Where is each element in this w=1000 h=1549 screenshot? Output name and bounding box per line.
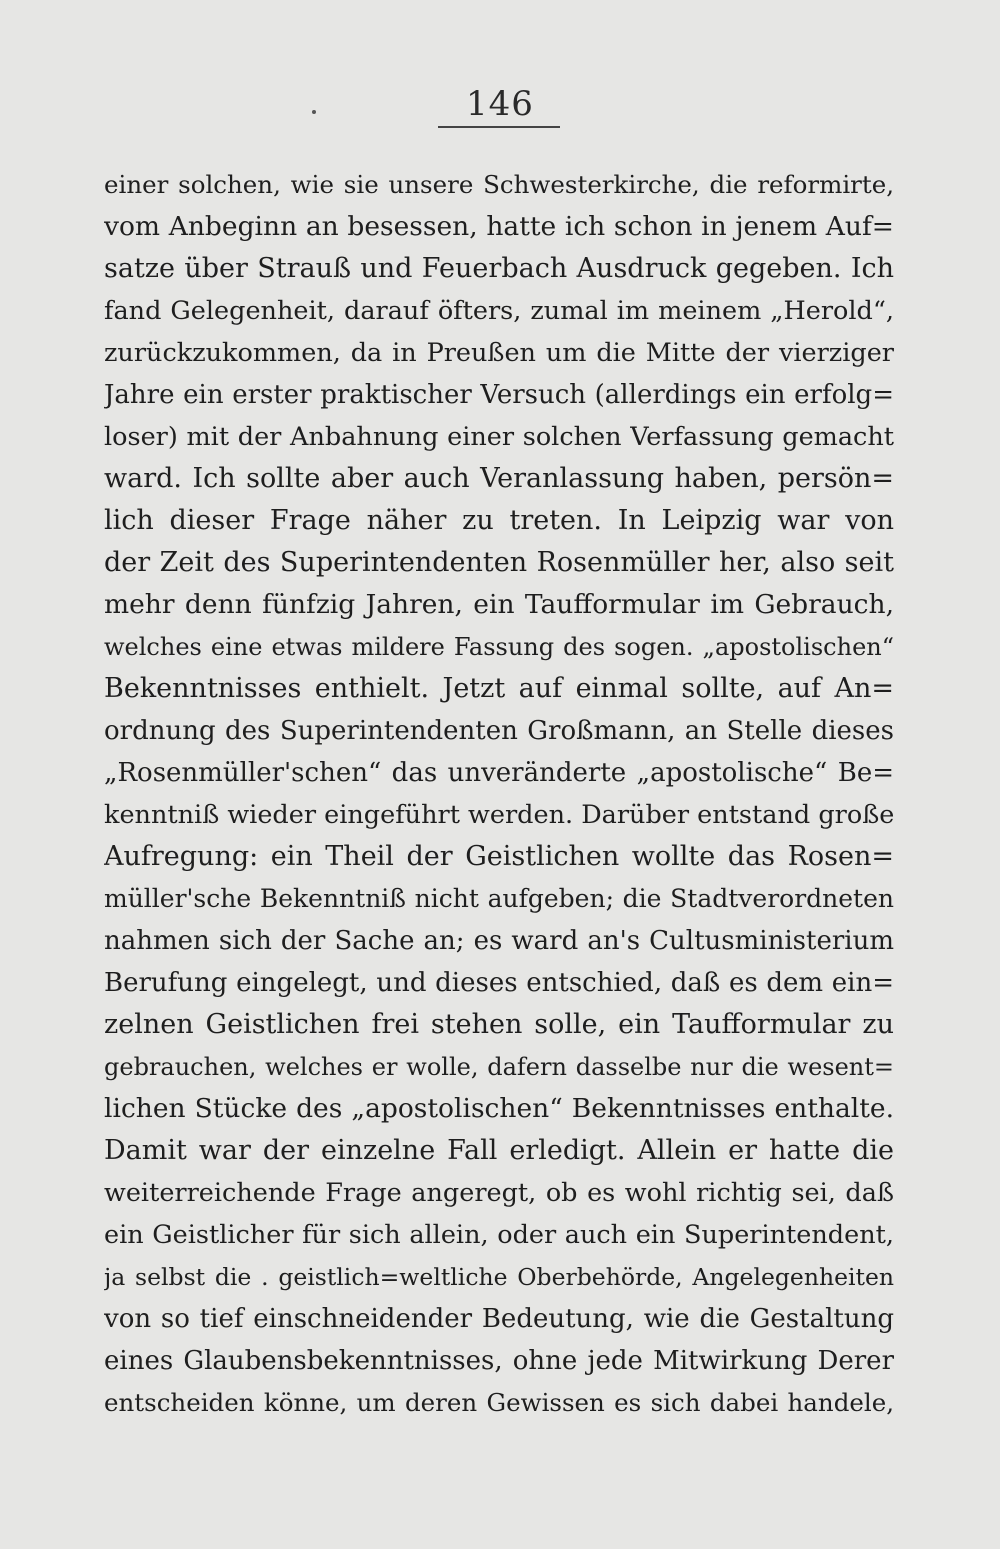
text-line: müller'sche Bekenntniß nicht aufgeben; die Stadtverordneten	[104, 884, 894, 913]
text-line: entscheiden könne, um deren Gewissen es sich dabei handele,	[104, 1388, 894, 1417]
text-line: eines Glaubensbekenntnisses, ohne jede Mitwirkung Derer	[104, 1346, 894, 1376]
text-line: von so tief einschneidender Bedeutung, wie die Gestaltung	[104, 1304, 894, 1334]
text-line: Aufregung: ein Theil der Geistlichen wollte das Rosen=	[104, 841, 894, 872]
body-text	[104, 164, 894, 1424]
text-line: kenntniß wieder eingeführt werden. Darüber entstand große	[104, 800, 894, 830]
text-line: der Zeit des Superintendenten Rosenmüller her, also seit	[104, 547, 894, 578]
text-line: einer solchen, wie sie unsere Schwesterkirche, die reformirte,	[104, 170, 894, 199]
text-line: ein Geistlicher für sich allein, oder auch ein Superintendent,	[104, 1220, 894, 1250]
text-line: mehr denn fünfzig Jahren, ein Taufformular im Gebrauch,	[104, 589, 894, 620]
text-line: Jahre ein erster praktischer Versuch (allerdings ein erfolg=	[104, 380, 894, 410]
text-line: ja selbst die . geistlich=weltliche Oberbehörde, Angelegenheiten	[104, 1263, 894, 1291]
text-line: „Rosenmüller'schen“ das unveränderte „apostolische“ Be=	[104, 758, 894, 788]
text-line: ward. Ich sollte aber auch Veranlassung haben, persön=	[104, 463, 894, 494]
page-number-rule	[438, 126, 560, 128]
text-line: zelnen Geistlichen frei stehen solle, ein Taufformular zu	[104, 1009, 894, 1040]
text-line: Damit war der einzelne Fall erledigt. Allein er hatte die	[104, 1135, 894, 1166]
text-line: lichen Stücke des „apostolischen“ Bekenntnisses enthalte.	[104, 1093, 894, 1124]
text-line: Berufung eingelegt, und dieses entschied, daß es dem ein=	[104, 968, 894, 998]
text-line: loser) mit der Anbahnung einer solchen Verfassung gemacht	[104, 422, 894, 452]
text-line: fand Gelegenheit, darauf öfters, zumal im meinem „Herold“,	[104, 296, 894, 326]
text-line: satze über Strauß und Feuerbach Ausdruck gegeben. Ich	[104, 253, 894, 284]
text-line: nahmen sich der Sache an; es ward an's Cultusministerium	[104, 926, 894, 956]
text-line: ordnung des Superintendenten Großmann, an Stelle dieses	[104, 716, 894, 746]
text-line: vom Anbeginn an besessen, hatte ich schon in jenem Auf=	[104, 211, 894, 242]
text-line: gebrauchen, welches er wolle, dafern dasselbe nur die wesent=	[104, 1053, 894, 1081]
page-number: 146	[466, 84, 534, 124]
text-line: weiterreichende Frage angeregt, ob es wohl richtig sei, daß	[104, 1178, 894, 1208]
text-line: welches eine etwas mildere Fassung des sogen. „apostolischen“	[104, 633, 894, 661]
text-line: Bekenntnisses enthielt. Jetzt auf einmal sollte, auf An=	[104, 673, 894, 704]
text-line: lich dieser Frage näher zu treten. In Leipzig war von	[104, 505, 894, 536]
text-line: zurückzukommen, da in Preußen um die Mitte der vierziger	[104, 338, 894, 368]
